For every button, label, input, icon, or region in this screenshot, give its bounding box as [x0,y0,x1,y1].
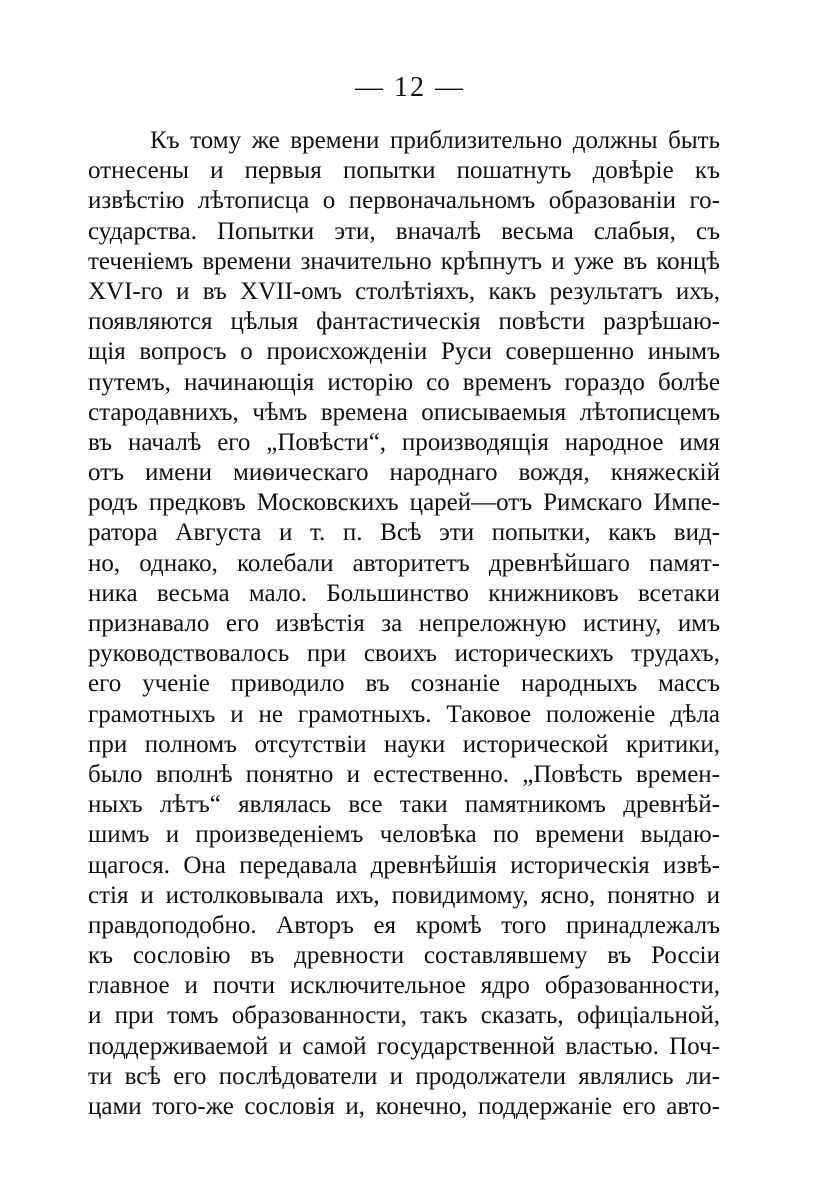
text-line: шимъ и произведеніемъ человѣка по времени выдаю- [88,821,720,849]
text-line: XVI-го и въ XVII-омъ столѣтіяхъ, какъ результатъ ихъ, [88,277,720,305]
text-line: главное и почти исключительное ядро образованности, [88,972,720,1000]
text-line: его ученіе приводило въ сознаніе народныхъ массъ [88,670,720,698]
text-line: и при томъ образованности, такъ сказать, офиціальной, [88,1002,720,1030]
text-line: стія и истолковывала ихъ, повидимому, ясно, понятно и [88,881,720,909]
text-line: но, однако, колебали авторитетъ древнѣйшаго памят- [88,549,720,577]
text-line: было вполнѣ понятно и естественно. „Повѣсть времен- [88,760,720,788]
page-number: — 12 — [355,72,465,103]
text-line: появляются цѣлыя фантастическія повѣсти разрѣшаю- [88,308,720,336]
text-line: стародавнихъ, чѣмъ времена описываемыя лѣтописцемъ [88,398,720,426]
text-line: сударства. Попытки эти, вначалѣ весьма слабыя, съ [88,217,720,245]
text-line: къ сословію въ древности составлявшему въ Россіи [88,942,720,970]
text-line: при полномъ отсутствіи науки исторической критики, [88,730,720,758]
text-line: извѣстію лѣтописца о первоначальномъ образованіи го- [88,187,720,215]
text-line: ратора Августа и т. п. Всѣ эти попытки, какъ вид- [88,519,720,547]
body-text [88,126,720,1122]
text-line: щагося. Она передавала древнѣйшія историческія извѣ- [88,851,720,879]
text-line: теченіемъ времени значительно крѣпнутъ и уже въ концѣ [88,247,720,275]
text-line: цами того-же сословія и, конечно, поддержаніе его авто- [88,1093,720,1120]
text-line: признавало его извѣстія за непреложную истину, имъ [88,610,720,637]
text-line: отъ имени миѳическаго народнаго вождя, княжескій [88,459,720,487]
text-line: ти всѣ его послѣдователи и продолжатели являлись ли- [88,1062,720,1090]
text-line: въ началѣ его „Повѣсти“, производящія народное имя [88,428,720,456]
text-line: ныхъ лѣтъ“ являлась все таки памятникомъ древнѣй- [88,791,720,819]
text-line: правдоподобно. Авторъ ея кромѣ того принадлежалъ [88,911,720,939]
text-line: грамотныхъ и не грамотныхъ. Таковое положеніе дѣла [88,700,720,728]
text-line: поддерживаемой и самой государственной властью. Поч- [88,1032,720,1060]
text-line: Къ тому же времени приблизительно должны быть [150,127,720,154]
text-line: ника весьма мало. Большинство книжниковъ всетаки [88,579,720,607]
text-line: отнесены и первыя попытки пошатнуть довѣріе къ [88,157,720,185]
text-line: путемъ, начинающія исторію со временъ гораздо болѣе [88,368,720,396]
text-line: руководствовалось при своихъ историческихъ трудахъ, [88,640,720,668]
text-line: щія вопросъ о происхожденіи Руси совершенно инымъ [88,338,720,366]
text-line: родъ предковъ Московскихъ царей—отъ Римскаго Импе- [88,489,720,517]
